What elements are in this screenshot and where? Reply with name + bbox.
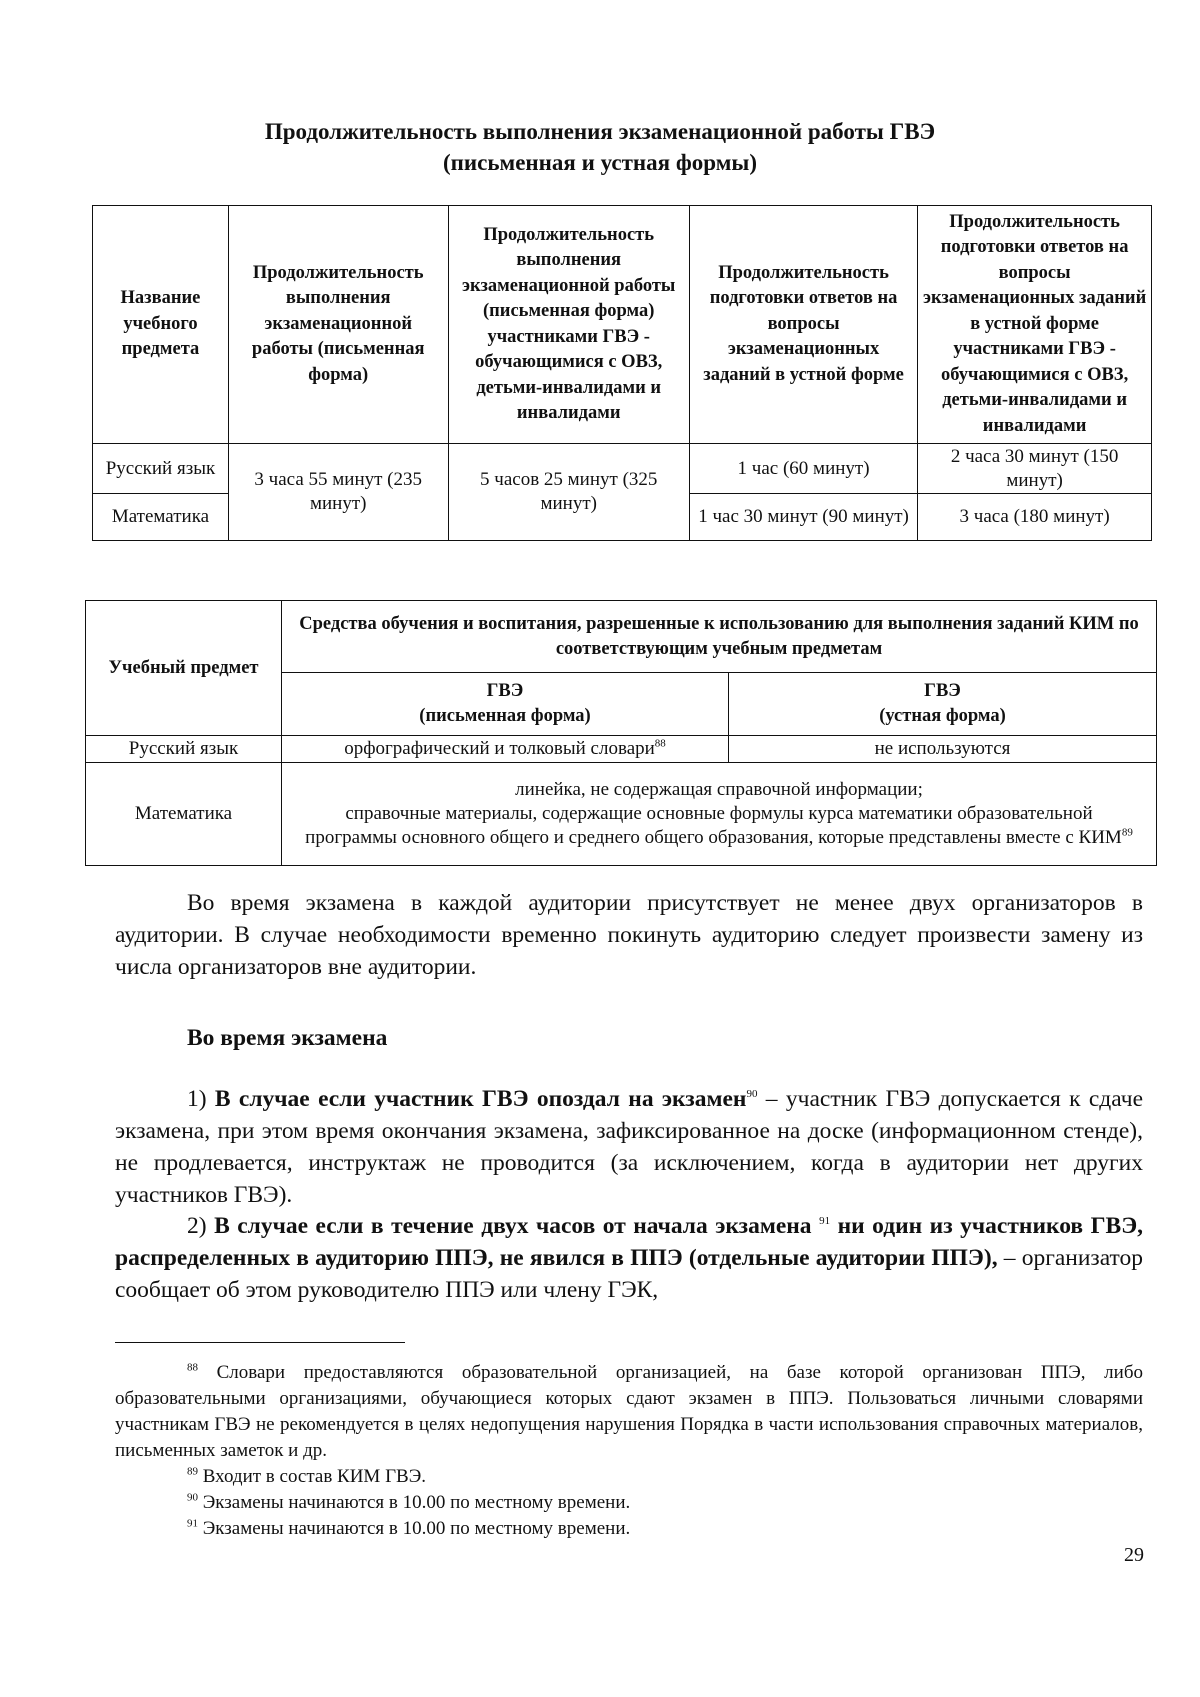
subject-cell: Математика [93, 494, 229, 541]
oral-ovz-duration-cell: 2 часа 30 минут (150 минут) [918, 444, 1152, 494]
table-header-row [93, 206, 1152, 444]
header-written-ovz: Продолжительность выполнения экзаменационной работы (письменная форма) участниками ГВЭ - обучающимися с ОВЗ, детьми-инвалидами и инвалидами [448, 206, 689, 444]
footnote-number: 91 [187, 1517, 198, 1530]
footnote-ref-90: 90 [746, 1088, 758, 1101]
header-written-gve: ГВЭ [486, 681, 524, 701]
header-subject: Учебный предмет [86, 601, 282, 736]
footnotes [115, 1360, 1143, 1542]
oral-duration-cell: 1 час (60 минут) [689, 444, 917, 494]
header-written: Продолжительность выполнения экзаменационной работы (письменная форма) [228, 206, 448, 444]
header-oral: Продолжительность подготовки ответов на вопросы экзаменационных заданий в устной форме [689, 206, 917, 444]
footnote-89 [115, 1464, 1143, 1490]
footnote-separator [115, 1342, 405, 1343]
page-title [0, 116, 1200, 178]
footnote-number: 88 [187, 1361, 198, 1374]
header-oral-form [729, 673, 1157, 736]
header-oral-label: (устная форма) [879, 706, 1006, 726]
footnote-number: 89 [187, 1465, 198, 1478]
footnote-ref-91: 91 [819, 1215, 831, 1228]
footnote-88 [115, 1360, 1143, 1464]
section-heading: Во время экзамена [187, 1025, 388, 1051]
footnote-90 [115, 1490, 1143, 1516]
title-line-1: Продолжительность выполнения экзаменационной работы ГВЭ [264, 119, 936, 144]
allowed-materials-table [85, 600, 1157, 866]
header-written-label: (письменная форма) [419, 706, 591, 726]
written-means-text: орфографический и толковый словари [344, 738, 655, 759]
oral-means-cell: не используются [729, 736, 1157, 763]
item-text: – организатор сообщает об этом руководителю ППЭ или члену ГЭК, [115, 1245, 1143, 1303]
table-row [93, 444, 1152, 494]
footnote-91 [115, 1516, 1143, 1542]
header-oral-ovz: Продолжительность подготовки ответов на вопросы экзаменационных заданий в устной форме участниками ГВЭ - обучающимися с ОВЗ, детьми-инвалидами и инвалидами [918, 206, 1152, 444]
header-oral-gve: ГВЭ [924, 681, 961, 701]
footnote-text: Экзамены начинаются в 10.00 по местному времени. [198, 1492, 631, 1513]
written-duration-cell: 3 часа 55 минут (235 минут) [228, 444, 448, 541]
table-row [86, 736, 1157, 763]
math-means-line-1: линейка, не содержащая справочной информации; [515, 779, 923, 800]
footnote-number: 90 [187, 1491, 198, 1504]
written-means-cell [282, 736, 729, 763]
subject-cell: Русский язык [86, 736, 282, 763]
paragraph-organizers: Во время экзамена в каждой аудитории присутствует не менее двух организаторов в аудитории. В случае необходимости временно покинуть аудиторию следует произвести замену из числа организаторов вне аудитории. [115, 890, 1143, 980]
item-number: 2) [187, 1213, 215, 1239]
table-header-row [86, 601, 1157, 673]
footnote-ref-88: 88 [654, 737, 666, 750]
item-text: – участник ГВЭ допускается к сдаче экзамена, при этом время окончания экзамена, зафиксированное на доске (информационном стенде), не продлевается, инструктаж не проводится (за исключением, когда в аудитории нет других участников ГВЭ). [115, 1086, 1143, 1208]
math-means-line-2: справочные материалы, содержащие основные формулы курса математики образовательной программы основного общего и среднего общего образования, которые представлены вместе с КИМ [305, 803, 1122, 848]
header-subject: Название учебного предмета [93, 206, 229, 444]
list-item-1 [115, 1083, 1143, 1211]
header-means: Средства обучения и воспитания, разрешенные к использованию для выполнения заданий КИМ по соответствующим учебным предметам [282, 601, 1157, 673]
oral-duration-cell: 1 час 30 минут (90 минут) [689, 494, 917, 541]
item-bold-text: В случае если в течение двух часов от начала экзамена [214, 1213, 820, 1239]
header-written-form [282, 673, 729, 736]
item-bold-text-2: ни один из участников ГВЭ, распределенных в аудиторию ППЭ, не явился в ППЭ (отдельные аудитории ППЭ), [115, 1213, 1144, 1271]
duration-table [92, 205, 1152, 541]
footnote-text: Экзамены начинаются в 10.00 по местному времени. [198, 1518, 631, 1539]
footnote-text: Входит в состав КИМ ГВЭ. [198, 1466, 427, 1487]
item-bold-text: В случае если участник ГВЭ опоздал на экзамен [214, 1086, 747, 1112]
oral-ovz-duration-cell: 3 часа (180 минут) [918, 494, 1152, 541]
page-number: 29 [1124, 1544, 1144, 1566]
footnote-ref-89: 89 [1121, 826, 1133, 839]
written-ovz-duration-cell: 5 часов 25 минут (325 минут) [448, 444, 689, 541]
subject-cell: Русский язык [93, 444, 229, 494]
subject-cell: Математика [86, 763, 282, 866]
footnote-text: Словари предоставляются образовательной организацией, на базе которой организован ППЭ, либо образовательными организациями, обучающиеся которых сдают экзамен в ППЭ. Пользоваться личными словарями участникам ГВЭ не рекомендуется в целях недопущения нарушения Порядка в части использования справочных материалов, письменных заметок и др. [115, 1362, 1143, 1461]
list-item-2 [115, 1210, 1143, 1306]
item-number: 1) [187, 1086, 215, 1112]
table-row [86, 763, 1157, 866]
math-means-cell [282, 763, 1157, 866]
title-line-2: (письменная и устная формы) [443, 150, 757, 175]
